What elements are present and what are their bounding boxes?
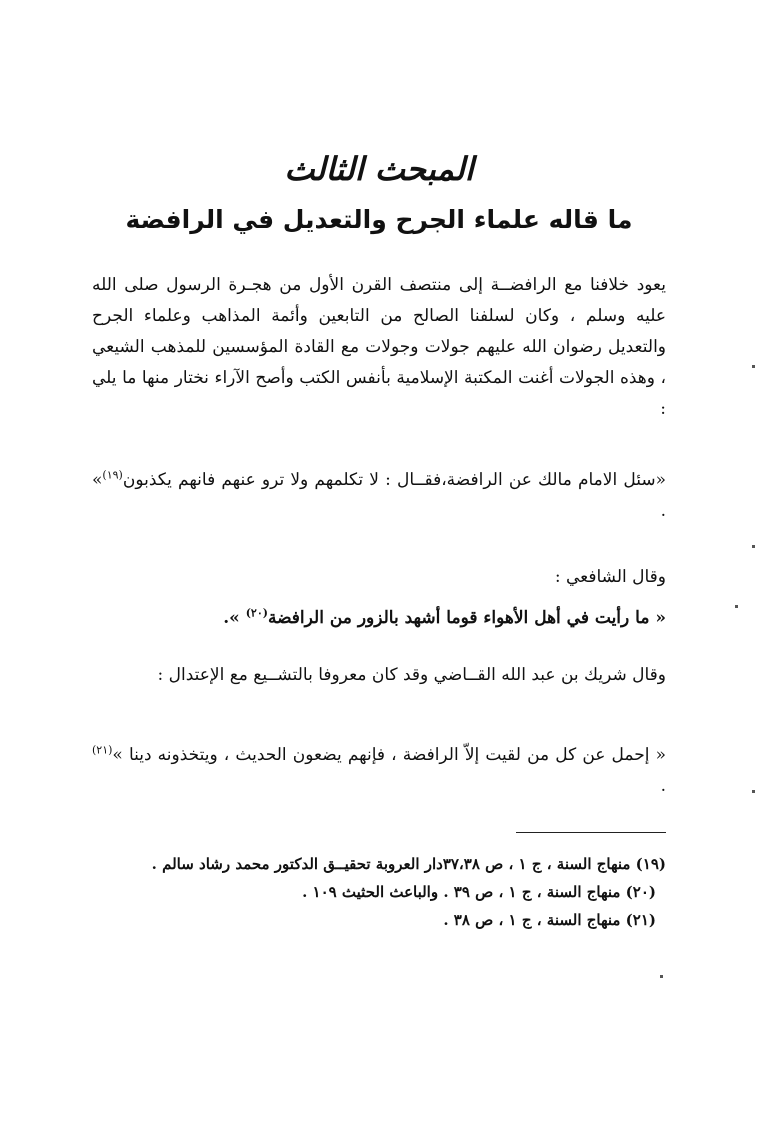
footnote-19: (١٩) منهاج السنة ، ج ١ ، ص ٣٧،٣٨دار العروبة تحقيــق الدكتور محمد رشاد سالم .	[151, 855, 666, 873]
margin-speck	[752, 365, 755, 368]
footnote-20: (٢٠) منهاج السنة ، ج ١ ، ص ٣٩ . والباعث الحثيث ١٠٩ .	[302, 883, 656, 901]
quote-malik	[92, 465, 666, 527]
shafii-intro: وقال الشافعي :	[554, 567, 666, 587]
footnote-divider	[516, 832, 666, 833]
quote-shafii	[92, 603, 666, 634]
quote-shafii-text: « ما رأيت في أهل الأهواء قوما أشهد بالزور من الرافضة	[267, 608, 666, 628]
footnote-ref-20: (٢٠)	[245, 606, 268, 620]
margin-speck	[735, 605, 738, 608]
margin-speck	[752, 545, 755, 548]
quote-sharik-end: .	[660, 776, 666, 796]
footnote-ref-19: (١٩)	[102, 468, 123, 482]
chapter-title: ما قاله علماء الجرح والتعديل في الرافضة	[125, 205, 633, 234]
quote-malik-text: «سئل الامام مالك عن الرافضة،فقــال : لا تكلمهم ولا ترو عنهم فانهم يكذبون	[122, 470, 666, 490]
footnote-21: (٢١) منهاج السنة ، ج ١ ، ص ٣٨ .	[443, 911, 656, 929]
sharik-intro: وقال شريك بن عبد الله القــاضي وقد كان معروفا بالتشــيع مع الإعتدال :	[157, 665, 666, 685]
quote-malik-end: » .	[92, 470, 666, 521]
quote-sharik-text: « إحمل عن كل من لقيت إلاّ الرافضة ، فإنهم يضعون الحديث ، ويتخذونه دينا »	[112, 745, 666, 765]
margin-speck	[660, 975, 663, 978]
intro-paragraph: يعود خلافنا مع الرافضــة إلى منتصف القرن الأول من هجـرة الرسول صلى الله عليه وسلم ، وكان لسلفنا الصالح من التابعين وأئمة المذاهب وعلماء الجرح والتعديل رضوان الله عليهم جولات وجولات مع القادة المؤسسين للمذهب الشيعي ، وهذه الجولات أغنت المكتبة الإسلامية بأنفس الكتب وأصح الآراء نختار منها ما يلي :	[92, 275, 666, 419]
footnote-ref-21: (٢١)	[92, 743, 113, 757]
footnotes	[92, 850, 666, 934]
quote-shafii-end: ».	[223, 608, 246, 628]
quote-sharik	[92, 740, 666, 802]
margin-speck	[752, 790, 755, 793]
section-label: المبحث الثالث	[284, 150, 474, 188]
